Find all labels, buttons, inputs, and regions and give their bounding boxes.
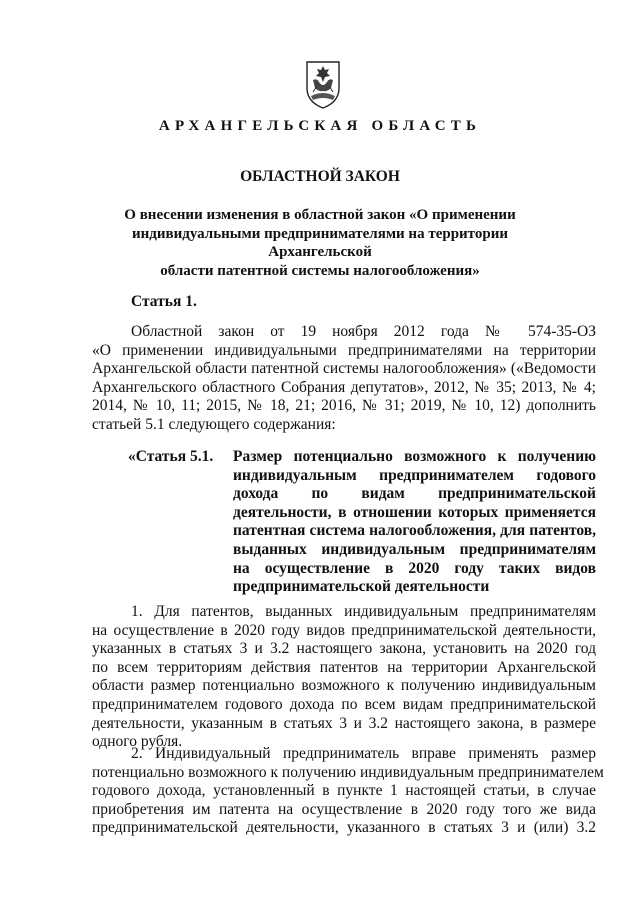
text-line: 1. Для патентов, выданных индивидуальным предпринимателям [131,603,596,620]
text-line: Архангельского областного Собрания депутатов», 2012, № 35; 2013, № 4; [92,378,596,396]
title-line: предпринимательской деятельности [233,578,490,596]
new-article-title [233,448,596,597]
region-title: АРХАНГЕЛЬСКАЯ ОБЛАСТЬ [158,118,482,134]
text-line: предпринимателем годового дохода по всем видам предпринимательской [92,695,596,713]
title-line: дохода по видам предпринимательской [233,485,596,503]
text-line: 2. Индивидуальный предприниматель вправе применять размер [131,745,596,762]
article-heading: Статья 1. [131,293,197,310]
text-line: приобретения им патента на осуществление в 2020 году того же вида [92,800,596,818]
paragraph-2 [92,745,604,838]
text-line: по всем территориям действия патентов на территории Архангельской [92,658,596,676]
title-line: индивидуальным предпринимателем годового [233,466,596,484]
text-line: статьей 5.1 следующего содержания: [92,415,336,433]
subject-line: области патентной системы налогообложения» [160,262,480,279]
article-intro-paragraph [92,323,596,435]
text-line: одного рубля. [92,733,183,751]
text-line: предпринимательской деятельности, указанного в статьях 3 и (или) 3.2 [92,819,596,837]
text-line: Архангельской области патентной системы налогообложения» («Ведомости [92,360,596,378]
text-line: деятельности, указанным в статьях 3 и 3.2 настоящего закона, в размере [92,714,596,732]
subject-line: О внесении изменения в областной закон «О применении [124,207,516,223]
law-subject [95,206,545,280]
text-line: 2014, № 10, 11; 2015, № 18, 21; 2016, № 31; 2019, № 10, 12) дополнить [92,397,596,415]
paragraph-1 [92,603,596,752]
title-line: патентная система налогообложения, для патентов, [233,522,596,540]
text-line: годового дохода, установленный в пункте 1 настоящей статьи, в случае [92,782,596,800]
text-line: области размер потенциально возможного к получению индивидуальным [92,677,596,695]
arkhangelsk-coat-of-arms-icon [303,58,343,110]
title-line: выданных индивидуальным предпринимателям [233,540,596,558]
text-line: Областной закон от 19 ноября 2012 года № 574-35-ОЗ [131,323,596,340]
text-line: указанных в статьях 3 и 3.2 настоящего закона, установить на 2020 год [92,640,596,658]
text-line: на осуществление в 2020 году видов предпринимательской деятельности, [92,621,596,639]
title-line: деятельности, в отношении которых применяется [233,503,596,521]
new-article-number: «Статья 5.1. [128,448,214,465]
subject-line: индивидуальными предпринимателями на территории Архангельской [132,225,508,260]
title-line: на осуществление в 2020 году таких видов [233,559,596,577]
text-line: потенциально возможного к получению индивидуальным предпринимателем [92,763,604,781]
title-line: Размер потенциально возможного к получению [233,448,596,465]
document-type: ОБЛАСТНОЙ ЗАКОН [240,168,400,185]
text-line: «О применении индивидуальными предпринимателями на территории [92,341,596,359]
